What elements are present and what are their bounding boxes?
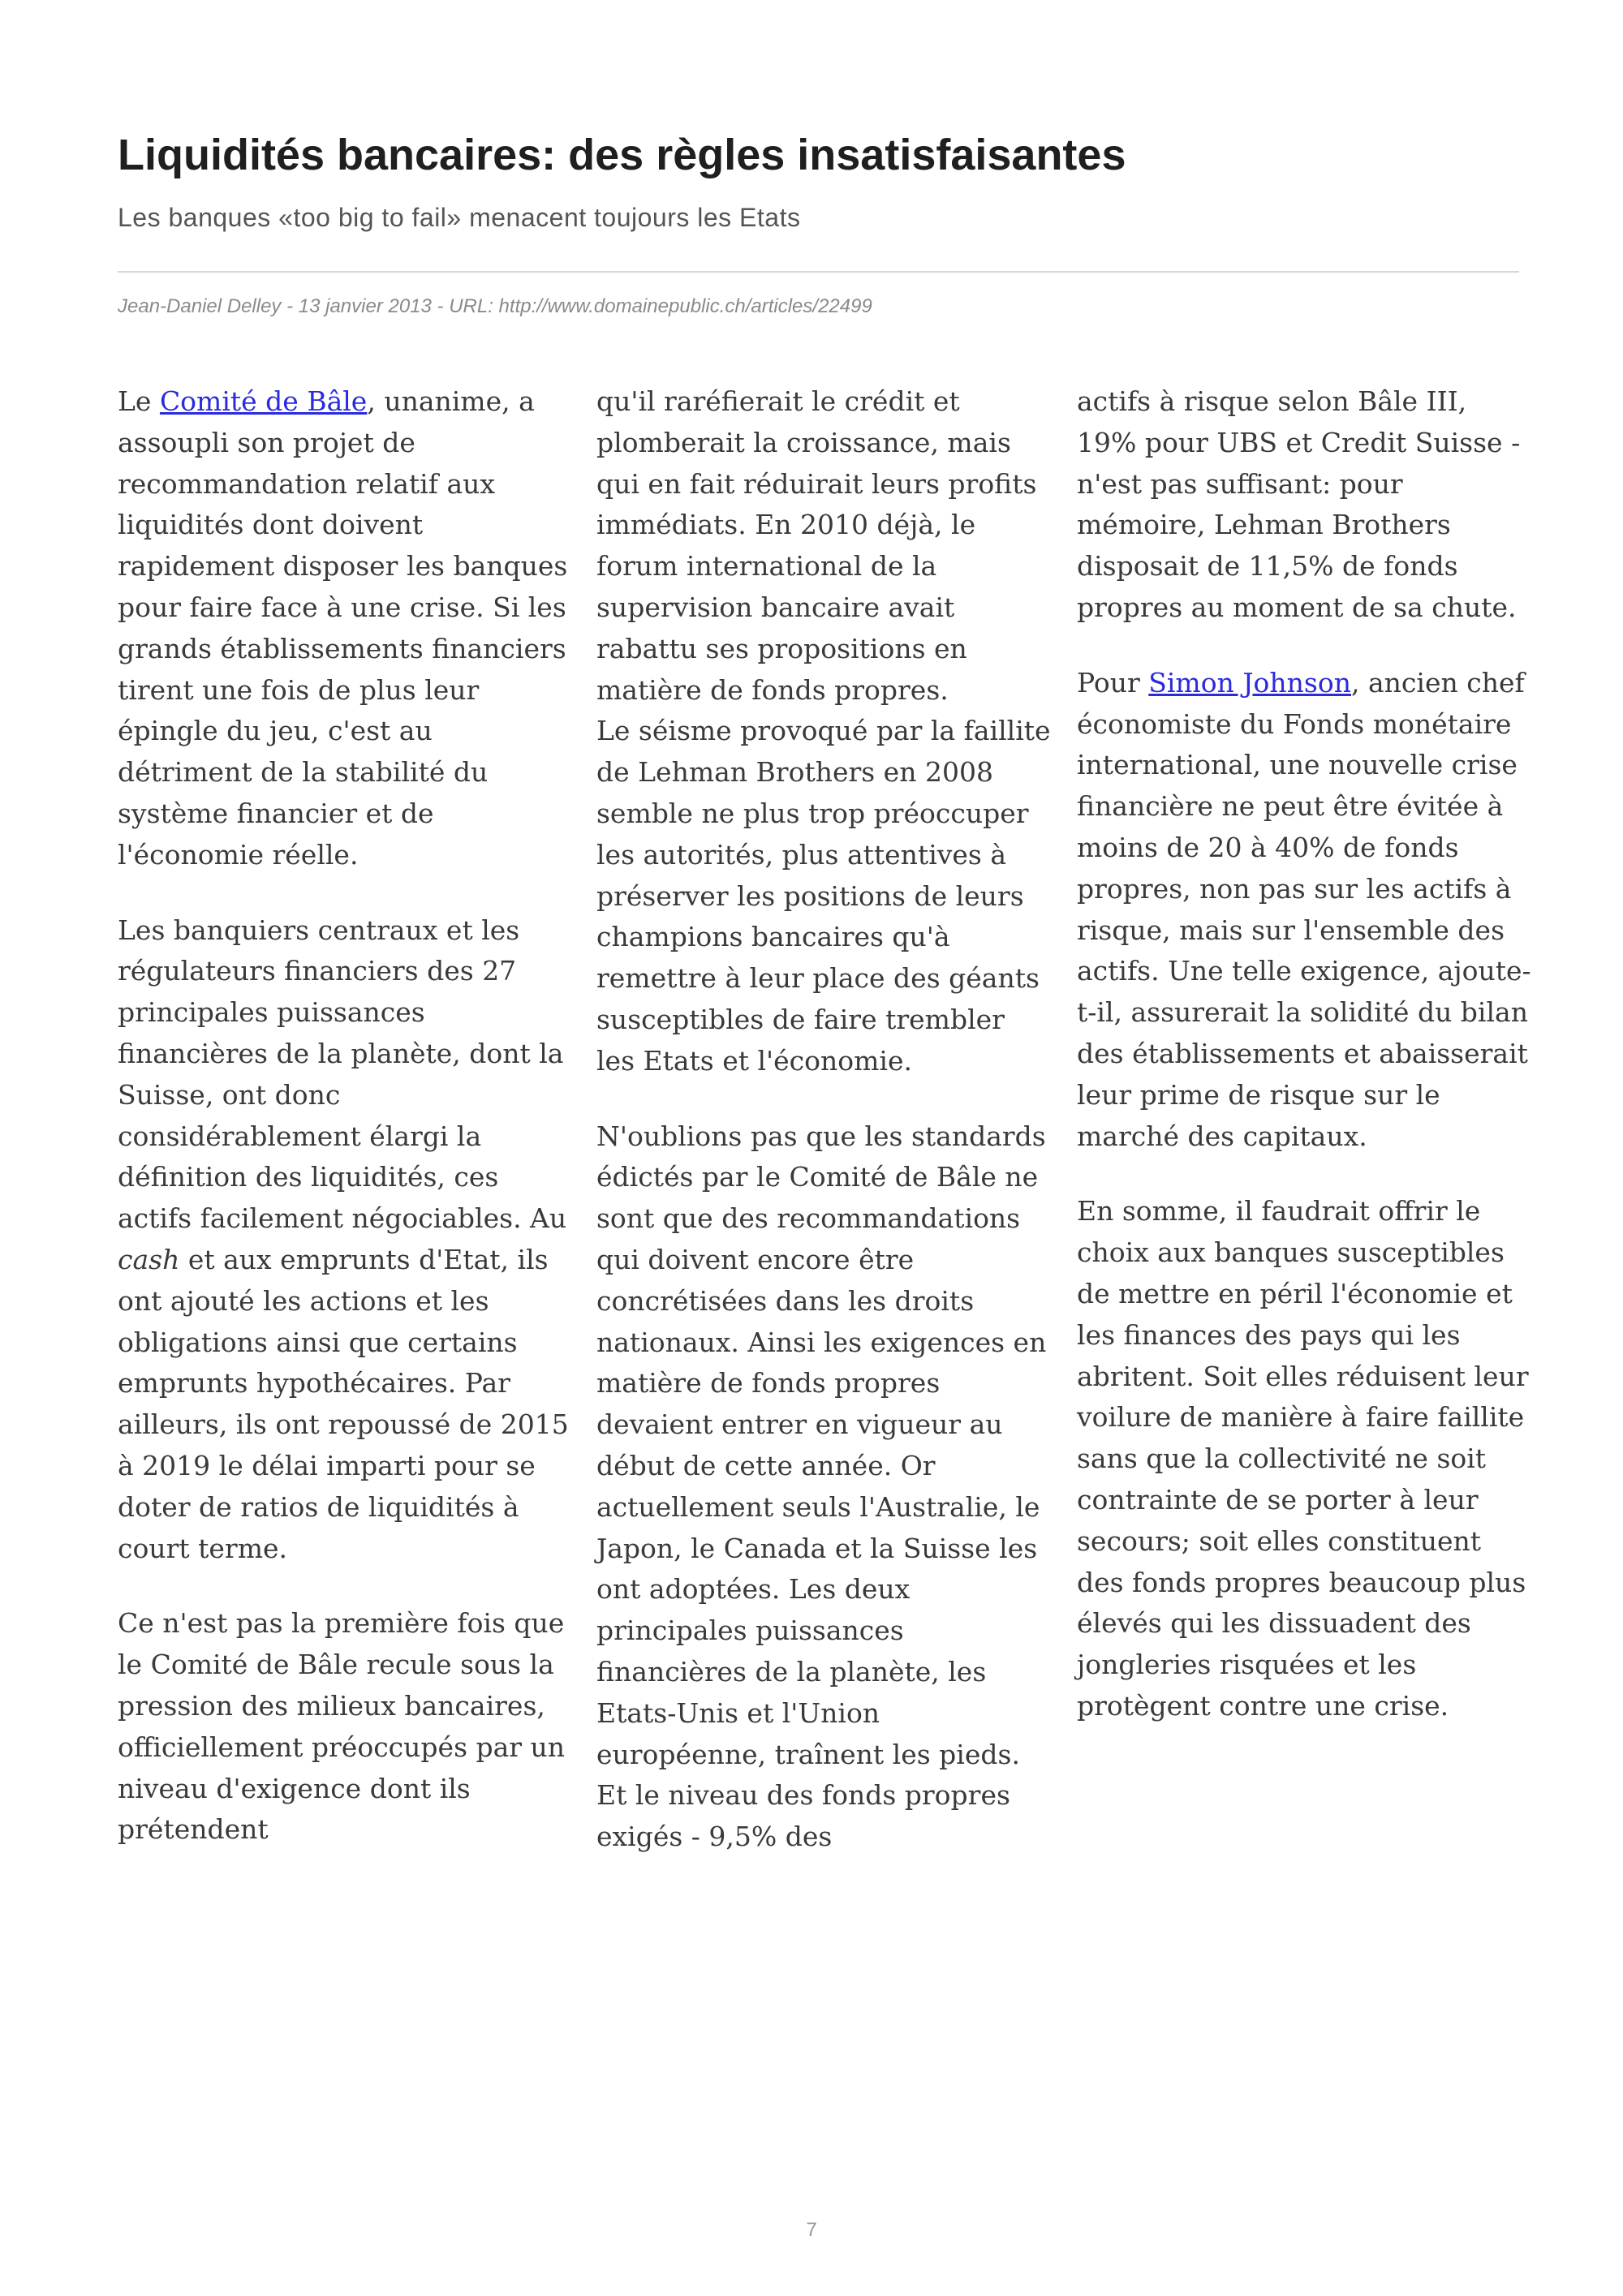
column-3 <box>1077 381 1531 1727</box>
paragraph-lead: Pour <box>1077 666 1149 699</box>
paragraph: actifs à risque selon Bâle III, 19% pour UBS et Credit Suisse - n'est pas suffisant: pour mémoire, Lehman Brothers disposait de 11,5% de fonds propres au moment de sa chute. <box>1077 385 1521 623</box>
paragraph <box>1077 663 1531 1158</box>
column-1 <box>118 381 572 1851</box>
paragraph-text: Les banquiers centraux et les régulateurs financiers des 27 principales puissances financières de la planète, dont la Suisse, ont donc considérablement élargi la définition des liquidités, ces actifs facilement négociables. Au <box>118 914 567 1235</box>
simon-johnson-link[interactable]: Simon Johnson <box>1148 666 1351 699</box>
page-number: 7 <box>806 2219 817 2241</box>
paragraph <box>118 381 572 876</box>
article-title: Liquidités bancaires: des règles insatisfaisantes <box>118 131 1126 179</box>
article-subtitle: Les banques «too big to fail» menacent toujours les Etats <box>118 203 801 232</box>
paragraph: Le séisme provoqué par la faillite de Lehman Brothers en 2008 semble ne plus trop préoccuper les autorités, plus attentives à préserver les positions de leurs champions bancaires qu'à remettre à leur place des géants susceptibles de faire trembler les Etats et l'économie. <box>596 715 1051 1077</box>
article-body <box>118 381 1531 1882</box>
article-byline: Jean-Daniel Delley - 13 janvier 2013 - URL: http://www.domainepublic.ch/articles/22499 <box>118 295 872 317</box>
paragraph: qu'il raréfierait le crédit et plomberait la croissance, mais qui en fait réduirait leurs profits immédiats. En 2010 déjà, le forum international de la supervision bancaire avait rabattu ses propositions en matière de fonds propres. <box>596 385 1037 706</box>
emphasis-cash: cash <box>118 1243 180 1275</box>
paragraph-lead: Le <box>118 385 160 417</box>
paragraph-text: , unanime, a assoupli son projet de recommandation relatif aux liquidités dont doivent rapidement disposer les banques pour faire face à une crise. Si les grands établissements financiers tirent une fois de plus leur épingle du jeu, c'est au détriment de la stabilité du système financier et de l'économie réelle. <box>118 385 568 871</box>
paragraph-text: et aux emprunts d'Etat, ils ont ajouté les actions et les obligations ainsi que certains emprunts hypothécaires. Par ailleurs, ils ont repoussé de 2015 à 2019 le délai imparti pour se doter de ratios de liquidités à court terme. <box>118 1243 569 1564</box>
paragraph: En somme, il faudrait offrir le choix aux banques susceptibles de mettre en péril l'économie et les finances des pays qui les abritent. Soit elles réduisent leur voilure de manière à faire faillite sans que la collectivité ne soit contrainte de se porter à leur secours; soit elles constituent des fonds propres beaucoup plus élevés qui les dissuadent des jongleries risquées et les protègent contre une crise. <box>1077 1195 1529 1722</box>
paragraph: Ce n'est pas la première fois que le Comité de Bâle recule sous la pression des milieux bancaires, officiellement préoccupés par un niveau d'exigence dont ils prétendent <box>118 1607 566 1846</box>
paragraph: N'oublions pas que les standards édictés par le Comité de Bâle ne sont que des recommandations qui doivent encore être concrétisées dans les droits nationaux. Ainsi les exigences en matière de fonds propres devaient entrer en vigueur au début de cette année. Or actuellement seuls l'Australie, le Japon, le Canada et la Suisse les ont adoptées. Les deux principales puissances financières de la planète, les Etats-Unis et l'Union européenne, traînent les pieds. Et le niveau des fonds propres exigés - 9,5% des <box>596 1120 1047 1853</box>
paragraph <box>118 910 572 1570</box>
header-divider <box>118 271 1519 273</box>
column-2 <box>596 381 1051 1858</box>
comite-de-bale-link[interactable]: Comité de Bâle <box>159 385 368 417</box>
paragraph-text: , ancien chef économiste du Fonds monétaire international, une nouvelle crise financière ne peut être évitée à moins de 20 à 40% de fonds propres, non pas sur les actifs à risque, mais sur l'ensemble des actifs. Une telle exigence, ajoute-t-il, assurerait la solidité du bilan des établissements et abaisserait leur prime de risque sur le marché des capitaux. <box>1077 666 1531 1152</box>
